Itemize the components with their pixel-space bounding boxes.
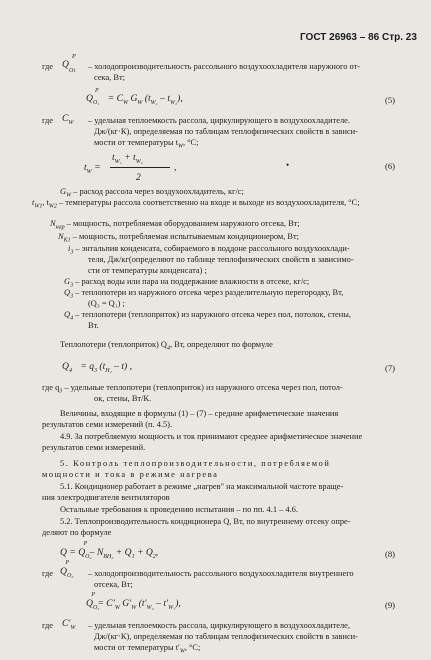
definition-row: $N_{K1}$ – мощность, потребляемая испытываемым кондиционером, Вт; [58, 232, 299, 244]
paragraph-line: 5.2. Теплопроизводительность кондиционера Q, Вт, по внутреннему отсеку опре- [60, 517, 351, 526]
equation-number: (7) [385, 363, 396, 373]
equation-number: (6) [385, 161, 396, 171]
definition-row: $N_{нар}$ – мощность, потребляемая оборудованием наружного отсека, Вт; [50, 219, 300, 231]
equation-5: $Q_{O_1}$ P = $C_W$ $G_W$ $(t_{W_1} - t_{W_2})$, [86, 88, 183, 106]
definition-row: $G_3$ – расход воды или пара на поддержание влажности в отсеке, кг/с; [64, 277, 310, 289]
paragraph-line: 5.1. Кондиционер работает в режиме „нагрев" на максимальной частоте враще- [60, 482, 344, 491]
paragraph-line: Дж/(кг·К), определяемая по таблицам теплофизических свойств в зависи- [94, 127, 358, 136]
paragraph-line: Дж/(кг·К), определяемая по таблицам теплофизических свойств в зависи- [94, 632, 358, 641]
equation-7: $Q_4 = q_3$ $(t_{Н_2} - t)$ , [62, 361, 132, 374]
definition-row: $i_3$ – энтальпия конденсата, собираемого в поддоне рассольного воздухоохлади- [68, 244, 350, 256]
bullet-mark: • [286, 160, 290, 170]
paragraph-line: мости от температуры $t_W$, °С; [94, 138, 199, 150]
paragraph-line: результатов семи измерений. [42, 443, 146, 452]
equation-number: (9) [385, 600, 396, 610]
paragraph-line: Теплопотери (теплоприток) $Q_4$, Вт, определяют по формуле [60, 340, 273, 352]
symbol-cw: $C_W$ [62, 113, 74, 126]
paragraph-line: ок, стены, Вт/К. [94, 394, 152, 403]
paragraph-line: – холодопроизводительность рассольного воздухоохладителя внутреннего [88, 569, 354, 578]
definition-row: сти от температуры конденсата) ; [88, 266, 207, 275]
where-label: где [42, 621, 53, 630]
definition-row: (Q₃ = Q₁) ; [88, 299, 125, 308]
paragraph-line: отсека, Вт; [94, 580, 133, 589]
definition-row: Вт. [88, 321, 99, 330]
equation-6-denominator: 2 [136, 172, 141, 183]
paragraph-line: деляют по формуле [42, 528, 112, 537]
definition-row: теля, Дж/кг(определяют по таблице теплофизических свойств в зависимо- [88, 255, 354, 264]
paragraph-line: – удельная теплоемкость рассола, циркулирующего в воздухоохладителе. [88, 116, 350, 125]
where-label: где [42, 569, 53, 578]
definition-row: $G_W$ – расход рассола через воздухоохладитель, кг/с; [60, 187, 244, 199]
definition-row: $t_{W1}$, $t_{W2}$ – температуры рассола соответственно на входе и выходе из воздухоохладителя, °С; [32, 198, 360, 210]
paragraph-line: Остальные требования к проведению испытания – по пп. 4.1 – 4.6. [60, 505, 298, 514]
paragraph-line: – удельная теплоемкость рассола, циркулирующего в воздухоохладителе, [88, 621, 350, 630]
paragraph-line: сека, Вт; [94, 73, 125, 82]
fraction-bar [110, 167, 170, 168]
section-heading: 5. Контроль теплопроизводительности, потребляемой [60, 459, 331, 468]
equation-8: $Q = Q_{O_2}^P - N_{ВН_2} + Q_1 + Q_2$, [60, 541, 159, 561]
paragraph-line: ния электродвигателя вентиляторов [42, 493, 170, 502]
symbol-q02: $Q_{O_2}^P$ [60, 560, 74, 580]
equation-6-lhs: $t_W$ = [84, 162, 101, 175]
definition-row: $Q_4$ – теплопотери (теплоприток) из наружного отсека через пол, потолок, стены, [64, 310, 351, 322]
page-header: ГОСТ 26963 – 86 Стр. 23 [300, 32, 417, 43]
equation-number: (5) [385, 95, 396, 105]
equation-9: $Q_{O_2}^P = C'_W$ $G'_W$ $(t'_{W_2} - t'_{W_1})$, [86, 592, 181, 612]
paragraph-line: мости от температуры $t'_W$, °С; [94, 643, 201, 655]
paragraph-line: Величины, входящие в формулы (1) – (7) – средние арифметические значения [60, 409, 339, 418]
paragraph-line: – холодопроизводительность рассольного воздухоохладителя наружного от- [88, 62, 361, 71]
paragraph-line: результатов семи измерений (п. 4.5). [42, 420, 173, 429]
symbol-cw-prime: $C'_W$ [62, 618, 76, 631]
equation-number: (8) [385, 549, 396, 559]
symbol-q01: $Q_{O1}$ P [62, 54, 76, 74]
paragraph-line: где $q_3$ – удельные теплопотери (теплоприток) из наружного отсека через пол, потол- [42, 383, 343, 395]
paragraph-line: 4.9. За потребляемую мощность и ток принимают среднее арифметическое значение [60, 432, 363, 441]
definition-row: $Q_3$ – теплопотери из наружного отсека через разделительную перегородку, Вт, [64, 288, 344, 300]
section-heading: мощности и тока в режиме нагрева [42, 470, 219, 479]
equation-6-end: , [174, 162, 177, 173]
where-label: где [42, 116, 53, 125]
where-label: где [42, 62, 53, 71]
equation-6-numerator: $t_{W_1} + t_{W_2}$ [112, 152, 143, 165]
